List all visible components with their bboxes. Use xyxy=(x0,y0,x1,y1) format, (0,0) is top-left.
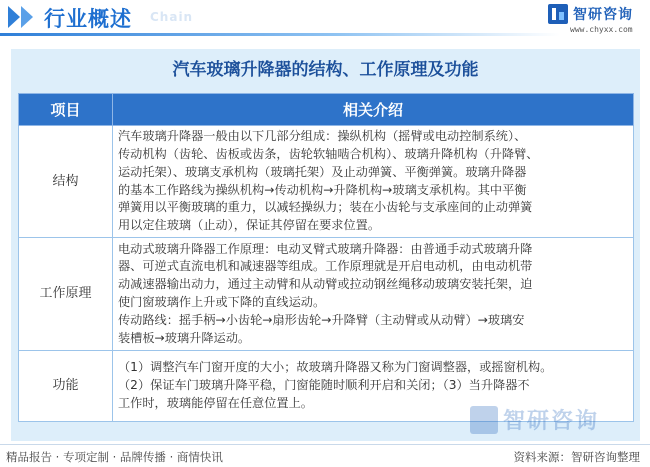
panel-title: 汽车玻璃升降器的结构、工作原理及功能 xyxy=(172,60,479,80)
watermark xyxy=(470,404,599,435)
description-line: （1）调整汽车门窗开度的大小；故玻璃升降器又称为门窗调整器，或摇窗机构。 xyxy=(118,360,553,375)
row-description xyxy=(113,238,634,351)
info-table xyxy=(18,93,634,422)
brand-name: 智研咨询 xyxy=(573,7,633,23)
header-ghost-text: Chain xyxy=(150,10,194,24)
footer-tagline: 精品报告 · 专项定制 · 品牌传播 · 商情快讯 xyxy=(6,450,223,464)
header-underline xyxy=(0,33,560,36)
description-line: 器、可逆式直流电机和减速器等组成。工作原理就是开启电动机，由电动机带 xyxy=(118,259,533,274)
description-line: 运动托架）、玻璃支承机构（玻璃托架）及止动弹簧、平衡弹簧。玻璃升降器 xyxy=(118,164,527,179)
description-line: （2）保证车门玻璃升降平稳，门窗能随时顺利开启和关闭；（3）当升降器不 xyxy=(118,378,530,393)
description-line: 汽车玻璃升降器一般由以下几部分组成：操纵机构（摇臂或电动控制系统）、 xyxy=(118,129,527,144)
watermark-logo-icon xyxy=(470,406,498,434)
description-line: 动减速器输出动力，通过主动臂和从动臂或拉动钢丝绳移动玻璃安装托架，迫 xyxy=(118,277,533,292)
brand-logo-icon xyxy=(548,4,568,24)
row-item-label: 结构 xyxy=(19,126,113,238)
row-item-label: 工作原理 xyxy=(19,238,113,351)
watermark-text: 智研咨询 xyxy=(503,409,600,434)
brand xyxy=(548,4,633,24)
description-line: 的基本工作路线为操纵机构→传动机构→升降机构→玻璃支承机构。其中平衡 xyxy=(118,182,527,197)
row-item-label: 功能 xyxy=(19,351,113,422)
description-line: 传动路线：摇手柄→小齿轮→扇形齿轮→升降臂（主动臂或从动臂）→玻璃安 xyxy=(118,312,525,327)
brand-url: www.chyxx.com xyxy=(570,25,633,34)
header-arrows-icon xyxy=(8,6,34,28)
content-panel xyxy=(11,49,640,441)
footer-source: 资料来源：智研咨询整理 xyxy=(513,450,640,464)
description-line: 工作时，玻璃能停留在任意位置上。 xyxy=(118,395,313,410)
row-description xyxy=(113,126,634,238)
description-line: 传动机构（齿轮、齿板或齿条，齿轮软轴啮合机构）、玻璃升降机构（升降臂、 xyxy=(118,146,539,161)
footer-divider xyxy=(0,444,650,445)
page-header xyxy=(0,0,650,40)
table-header-row xyxy=(19,94,634,126)
page-title: 行业概述 xyxy=(44,7,132,31)
table-row xyxy=(19,126,634,238)
table-header-item: 项目 xyxy=(19,94,113,126)
description-line: 装槽板→玻璃升降运动。 xyxy=(118,330,251,345)
description-line: 用以定住玻璃（止动），保证其停留在要求位置。 xyxy=(118,218,381,233)
table-header-intro: 相关介绍 xyxy=(113,94,634,126)
description-line: 电动式玻璃升降器工作原理：电动叉臂式玻璃升降器：由普通手动式玻璃升降 xyxy=(118,241,533,256)
page-footer xyxy=(0,444,650,467)
description-line: 使门窗玻璃作上升或下降的直线运动。 xyxy=(118,295,326,309)
table-row xyxy=(19,238,634,351)
description-line: 弹簧用以平衡玻璃的重力，以减轻操纵力；装在小齿轮与支承座间的止动弹簧 xyxy=(118,200,533,215)
